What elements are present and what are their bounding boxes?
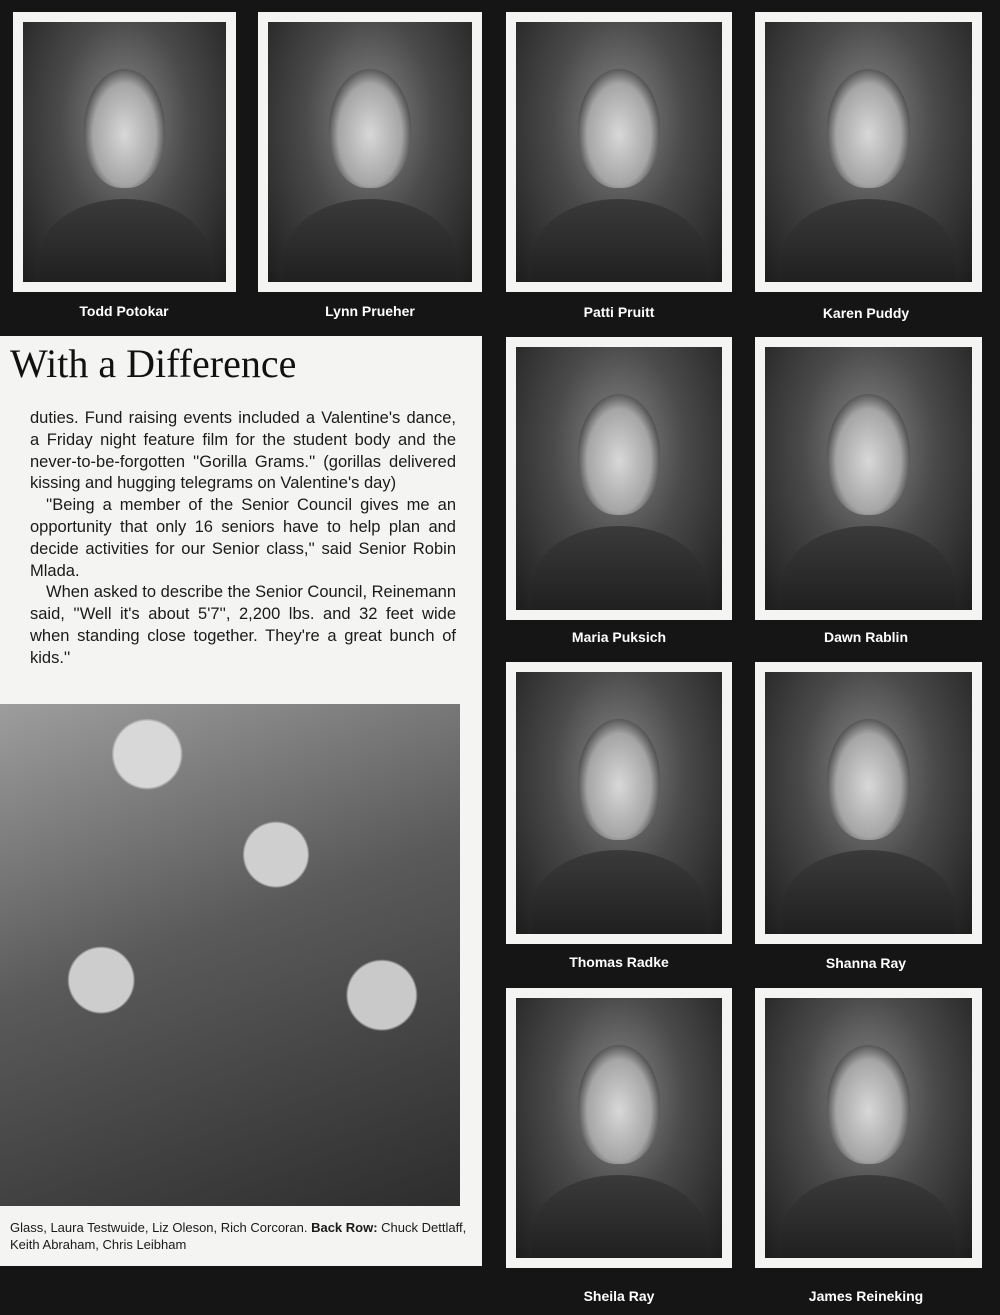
group-photo-caption	[10, 1219, 470, 1253]
portrait-photo	[765, 998, 972, 1258]
portrait-caption: Thomas Radke	[569, 954, 669, 970]
article-paragraph: When asked to describe the Senior Council, Reinemann said, ''Well it's about 5'7'', 2,200 lbs. and 32 feet wide when standing close together. They're a great bunch of kids.''	[30, 583, 456, 667]
portrait-dawn-rablin	[755, 337, 982, 620]
portrait-photo	[268, 22, 472, 282]
portrait-photo	[516, 347, 722, 610]
portrait-caption: Maria Puksich	[571, 629, 667, 645]
portrait-thomas-radke	[506, 662, 732, 944]
portrait-shanna-ray	[755, 662, 982, 944]
caption-back-row-label: Back Row:	[311, 1220, 378, 1235]
portrait-photo	[516, 22, 722, 282]
caption-back-names: Chuck Dettlaff, Keith Abraham, Chris Leibham	[10, 1220, 467, 1252]
portrait-maria-puksich	[506, 337, 732, 620]
portrait-caption: Shanna Ray	[825, 955, 907, 971]
portrait-photo	[765, 672, 972, 934]
portrait-todd-potokar	[13, 12, 236, 292]
portrait-photo	[765, 22, 972, 282]
senior-council-group-photo	[0, 704, 460, 1206]
article-paragraph: ''Being a member of the Senior Council gives me an opportunity that only 16 seniors have to help plan and decide activities for our Senior class,'' said Senior Robin Mlada.	[30, 496, 456, 580]
article-body	[30, 408, 456, 670]
portrait-photo	[516, 672, 722, 934]
portrait-caption: Karen Puddy	[822, 305, 910, 321]
portrait-caption: Todd Potokar	[79, 303, 169, 319]
portrait-caption: Lynn Prueher	[325, 303, 415, 319]
portrait-patti-pruitt	[506, 12, 732, 292]
portrait-karen-puddy	[755, 12, 982, 292]
portrait-photo	[516, 998, 722, 1258]
caption-front-names: Glass, Laura Testwuide, Liz Oleson, Rich Corcoran.	[10, 1220, 308, 1235]
article-paragraph: duties. Fund raising events included a Valentine's dance, a Friday night feature film for the student body and the never-to-be-forgotten ''Gorilla Grams.'' (gorillas delivered kissing and hugging telegrams on Valentine's day)	[30, 409, 456, 493]
portrait-caption: Dawn Rablin	[823, 629, 908, 645]
portrait-james-reineking	[755, 988, 982, 1268]
portrait-caption: Sheila Ray	[583, 1288, 655, 1304]
article-headline: With a Difference	[10, 341, 297, 386]
portrait-caption: Patti Pruitt	[583, 304, 655, 320]
portrait-sheila-ray	[506, 988, 732, 1268]
portrait-caption: James Reineking	[808, 1288, 924, 1304]
portrait-photo	[765, 347, 972, 610]
portrait-lynn-prueher	[258, 12, 482, 292]
portrait-photo	[23, 22, 226, 282]
